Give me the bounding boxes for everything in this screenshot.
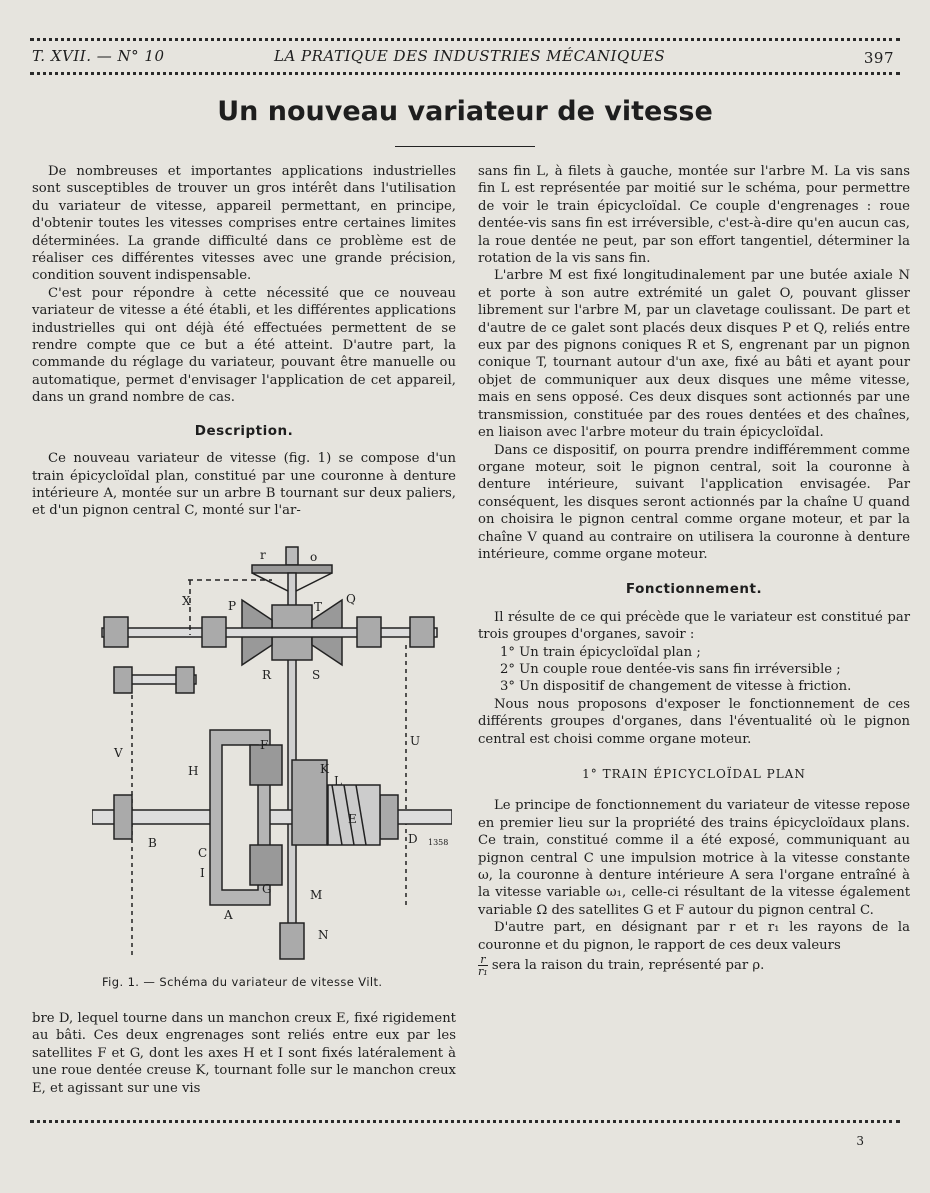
- running-header: [32, 47, 900, 67]
- svg-text:U: U: [410, 734, 421, 748]
- intro-paragraph-1: De nombreuses et importantes applications industrielles sont susceptibles de trouver un gros intérêt dans l'utilisation du variateur de vitesse, appareil permettant, en principe, d'obtenir toutes les vitesses comprises entre certaines limites déterminées. La grande difficulté dans ce problème est de réaliser ces différentes vitesses avec une grande précision, condition souvent indispensable.: [32, 164, 456, 284]
- svg-text:T: T: [314, 600, 323, 614]
- fraction-numerator: r: [478, 954, 488, 966]
- svg-text:V: V: [114, 746, 123, 760]
- right-paragraph-5: Nous nous proposons d'exposer le fonctionnement de ces différents groupes d'organes, dans l'éventualité où le pignon central est choisi comme organe moteur.: [478, 696, 910, 747]
- right-paragraph-3: Dans ce dispositif, on pourra prendre indifféremment comme organe moteur, soit le pignon central, soit la couronne à denture intérieure, suivant l'application envisagée. Par conséquent, les disques seront actionnés par la chaîne U quand on choisira le pignon central comme organe moteur, et par la chaîne V quand au contraire on utilisera la couronne à denture intérieure, comme organe moteur.: [478, 442, 910, 562]
- svg-text:B: B: [148, 836, 157, 850]
- list-item-1: 1° Un train épicycloïdal plan ;: [500, 644, 701, 660]
- right-paragraph-6: Le principe de fonctionnement du variateur de vitesse repose en premier lieu sur la propriété des trains épicycloïdaux plans. Ce train, constitué comme il a été exposé, communiquant au pignon central C une impulsion motrice à la vitesse constante ω, la couronne à denture intérieure A sera l'organe entraîné à la vitesse variable ω₁, celle-ci résultant de la vitesse également variable Ω des satellites G et F autour du pignon central C.: [478, 798, 910, 918]
- svg-text:F: F: [260, 738, 269, 752]
- fraction-denominator: r₁: [478, 965, 488, 979]
- description-paragraph-2: bre D, lequel tourne dans un manchon creux E, fixé rigidement au bâti. Ces deux engrenages sont reliés entre eux par les satellites F et G, dont les axes H et I sont fixés latéralement à une roue dentée creuse K, tournant folle sur le manchon creux E, et agissant sur une vis: [32, 1011, 456, 1096]
- article-title: Un nouveau variateur de vitesse: [217, 96, 713, 127]
- fonctionnement-heading: Fonctionnement.: [625, 581, 763, 598]
- right-paragraph-7: D'autre part, en désignant par r et r₁ les rayons de la couronne et du pignon, le rapport de ces deux valeurs: [478, 920, 910, 953]
- right-paragraph-2: L'arbre M est fixé longitudinalement par une butée axiale N et porte à son autre extrémité un galet O, pouvant glisser librement sur l'arbre M, par un clavetage coulissant. De part et d'autre de ce galet sont placés deux disques P et Q, reliés entre eux par des pignons coniques R et S, engrenant par un pignon conique T, tournant autour d'un axe, fixé au bâti et ayant pour objet de communiquer aux deux disques une même vitesse, mais en sens opposé. Ces deux disques sont actionnés par une transmission, constituée par des roues dentées et des chaînes, en liaison avec l'arbre moteur du train épicycloïdal.: [478, 268, 910, 441]
- svg-text:H: H: [188, 764, 199, 778]
- journal-name: LA PRATIQUE DES INDUSTRIES MÉCANIQUES: [274, 47, 666, 65]
- page-number: 397: [863, 49, 894, 67]
- svg-text:K: K: [320, 762, 329, 776]
- svg-text:A: A: [224, 908, 233, 922]
- left-column-top: [32, 163, 456, 520]
- right-paragraph-8: [478, 954, 910, 977]
- svg-text:L: L: [334, 774, 342, 788]
- right-paragraph-4: Il résulte de ce qui précède que le variateur est constitué par trois groupes d'organes, savoir :: [478, 609, 910, 643]
- title-underline: [395, 146, 535, 147]
- svg-text:o: o: [310, 550, 318, 564]
- svg-text:G: G: [262, 882, 272, 896]
- svg-text:1358: 1358: [428, 838, 449, 847]
- left-column-bottom: [32, 1010, 456, 1097]
- svg-text:I: I: [200, 866, 205, 880]
- svg-text:E: E: [348, 812, 357, 826]
- intro-paragraph-2: C'est pour répondre à cette nécessité que ce nouveau variateur de vitesse a été établi, et les différentes applications industrielles qui ont déjà été effectuées permettent de se rendre compte que ce but a été atteint. D'autre part, la commande du réglage du variateur, pouvant être manuelle ou automatique, permet d'envisager l'application de cet appareil, dans un grand nombre de cas.: [32, 285, 456, 406]
- svg-text:C: C: [198, 846, 208, 860]
- volume-number: T. XVII. — N° 10: [32, 47, 165, 65]
- list-item-3: 3° Un dispositif de changement de vitesse à friction.: [500, 679, 852, 695]
- svg-text:R: R: [262, 668, 272, 682]
- svg-text:Q: Q: [346, 592, 356, 606]
- list-item-2: 2° Un couple roue dentée-vis sans fin irréversible ;: [500, 661, 841, 677]
- right-paragraph-1: sans fin L, à filets à gauche, montée sur l'arbre M. La vis sans fin L est représentée par moitié sur le schéma, pour permettre de voir le train épicycloïdal. Ce couple d'engrenages : roue dentée-vis sans fin est irréversible, c'est-à-dire qu'en aucun cas, la roue dentée ne peut, par son effort tangentiel, déterminer la rotation de la vis sans fin.: [478, 164, 910, 267]
- svg-text:r: r: [260, 548, 266, 562]
- figure-1-mechanism-diagram: [92, 545, 452, 975]
- description-paragraph-1: Ce nouveau variateur de vitesse (fig. 1) se compose d'un train épicycloïdal plan, constitué par une couronne à denture intérieure A, montée sur un arbre B tournant sur deux paliers, et d'un pignon central C, monté sur l'ar-: [32, 451, 456, 519]
- footer-rule: [30, 1120, 900, 1123]
- svg-text:D: D: [408, 832, 418, 846]
- right-paragraph-8-text: sera la raison du train, représenté par ρ.: [491, 958, 765, 974]
- description-heading: Description.: [194, 422, 294, 439]
- figure-caption: Fig. 1. — Schéma du variateur de vitesse Vilt.: [102, 975, 383, 989]
- svg-text:S: S: [312, 668, 321, 682]
- svg-text:X: X: [182, 594, 191, 608]
- header-rule-top: [30, 38, 900, 41]
- train-heading: 1° TRAIN ÉPICYCLOÏDAL PLAN: [582, 767, 806, 781]
- header-rule-bottom: [30, 72, 900, 75]
- svg-text:M: M: [310, 888, 323, 902]
- svg-text:N: N: [318, 928, 329, 942]
- ratio-fraction: [478, 954, 488, 977]
- footer-page-number: 3: [856, 1134, 864, 1148]
- svg-text:P: P: [228, 599, 237, 613]
- right-column: [478, 163, 910, 977]
